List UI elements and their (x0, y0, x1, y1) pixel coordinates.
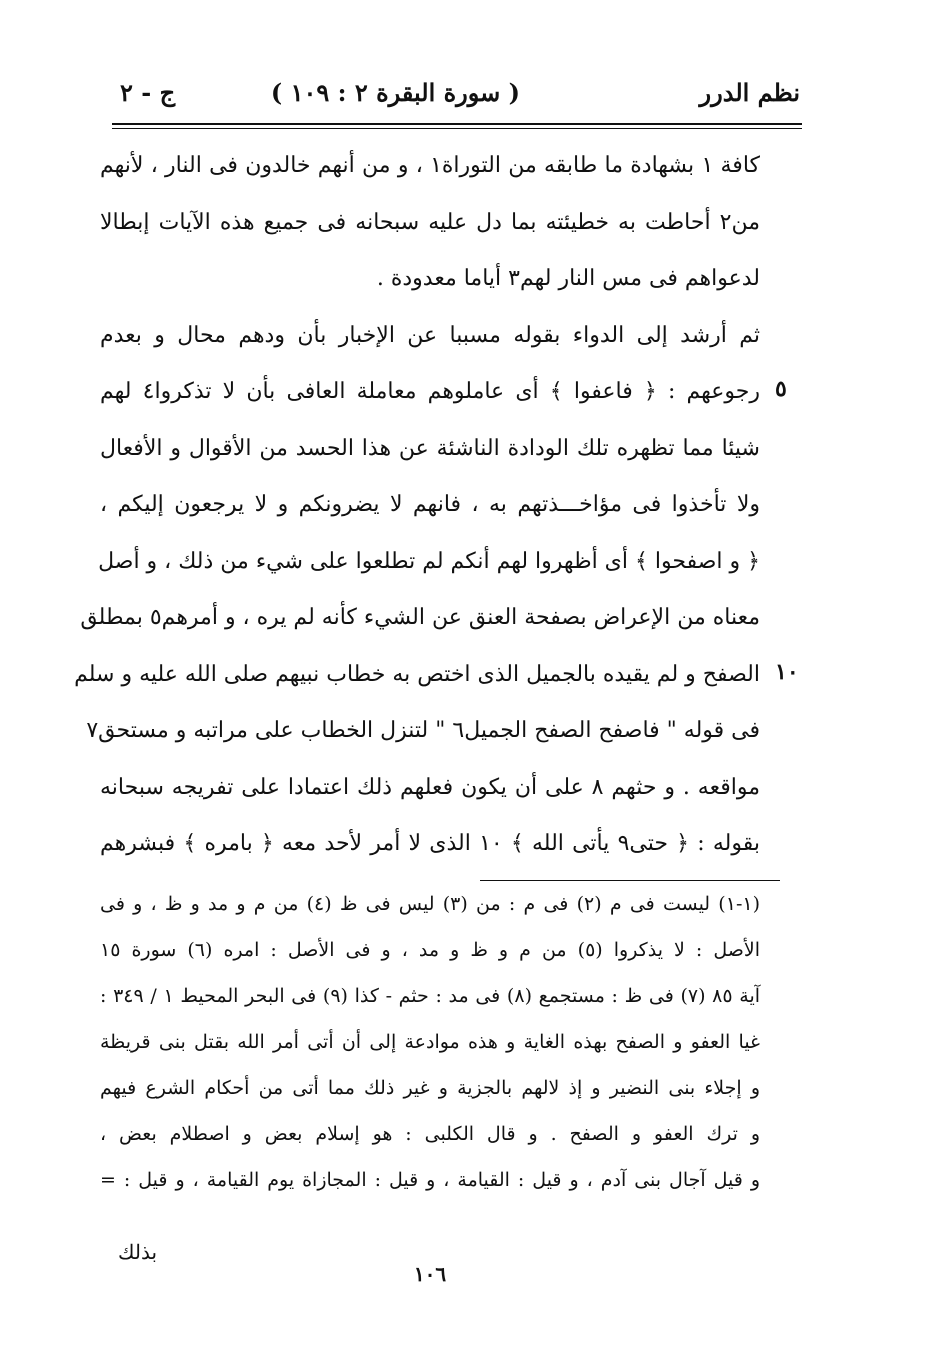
volume-number: ج - ٢ (120, 78, 176, 107)
text-line: من٢ أحاطت به خطيئته بما دل عليه سبحانه فى جميع هذه الآيات إبطالا (100, 209, 760, 235)
running-header (110, 78, 800, 118)
book-title: نظم الدرر (699, 78, 800, 107)
line-number: ١٠ (775, 658, 799, 685)
footnote-line: و إجلاء بنى النضير و إذ لالهم بالجزية و غير ذلك مما أتى من أحكام الشرع فيهم (100, 1077, 760, 1099)
text-line: مواقعه . و حثهم ٨ على أن يكون فعلهم ذلك اعتمادا على تفريجه سبحانه (100, 774, 760, 800)
footnote-line: آية ٨٥ (٧) فى ظ : مستجمع (٨) فى مد : حثم - كذا (٩) فى البحر المحيط ١ / ٣٤٩ : (100, 985, 761, 1007)
text-line: لدعواهم فى مس النار لهم٣ أياما معدودة . (376, 266, 760, 291)
footnote-line: (١-١) ليست فى م (٢) فى م : من (٣) ليس فى ظ (٤) من م و مد و ظ ، و فى (100, 893, 761, 915)
header-rule-thin (112, 128, 802, 129)
text-line: بقوله : ﴿ حتى٩ يأتى الله ﴾ ١٠ الذى لا أمر لأحد معه ﴿ بامره ﴾ فبشرهم (100, 831, 760, 856)
footnote-rule (480, 880, 780, 881)
text-line: ولا تأخذوا فى مؤاخـــذتهم به ، فانهم لا يضرونكم و لا يرجعون إليكم ، (100, 492, 760, 517)
text-line: ثم أرشد إلى الدواء بقوله مسببا عن الإخبار بأن ودهم محال و بعدم (100, 322, 760, 348)
text-line: رجوعهم : ﴿ فاعفوا ﴾ أى عاملوهم معاملة العافى بأن لا تذكروا٤ لهم (100, 379, 761, 404)
footnote-line: و قيل آجال بنى آدم ، و قيل : القيامة ، و قيل : المجازاة يوم القيامة ، و قيل : = (100, 1169, 760, 1191)
text-line: شيئا مما تظهره تلك الودادة الناشئة عن هذا الحسد من الأقوال و الأفعال (100, 435, 760, 461)
text-line: كافة ١ بشهادة ما طابقه من التوراة١ ، و من أنهم خالدون فى النار ، لأنهم (100, 153, 761, 178)
line-number: ٥ (775, 376, 787, 402)
text-line: معناه من الإعراض بصفحة العنق عن الشيء كأنه لم يره ، و أمرهم٥ بمطلق (80, 605, 760, 630)
footnote-line: الأصل : لا يذكروا (٥) من م و ظ و مد ، و فى الأصل : امره (٦) سورة ١٥ (100, 939, 760, 961)
catchword: بذلك (118, 1240, 158, 1264)
text-line: فى قوله " فاصفح الصفح الجميل٦ " لتنزل الخطاب على مراتبه و مستحق٧ (86, 718, 760, 743)
footnote-line: و ترك العفو و الصفح . و قال الكلبى : هو إسلام بعض و اصطلام بعض ، (100, 1123, 760, 1145)
footnote-line: غيا العفو و الصفح بهذه الغاية و هذه موادعة إلى أن أتى أمر الله بقتل بنى قريظة (100, 1031, 760, 1053)
page-number: ١٠٦ (413, 1262, 447, 1286)
header-rule (112, 123, 802, 125)
text-line: ﴿ و اصفحوا ﴾ أى أظهروا لهم أنكم لم تطلعوا على شيء من ذلك ، و أصل (98, 548, 760, 574)
text-line: الصفح و لم يقيده بالجميل الذى اختص به خطاب نبيهم صلى الله عليه و سلم (74, 661, 760, 687)
surah-reference: ( سورة البقرة ٢ : ١٠٩ ) (270, 78, 520, 107)
